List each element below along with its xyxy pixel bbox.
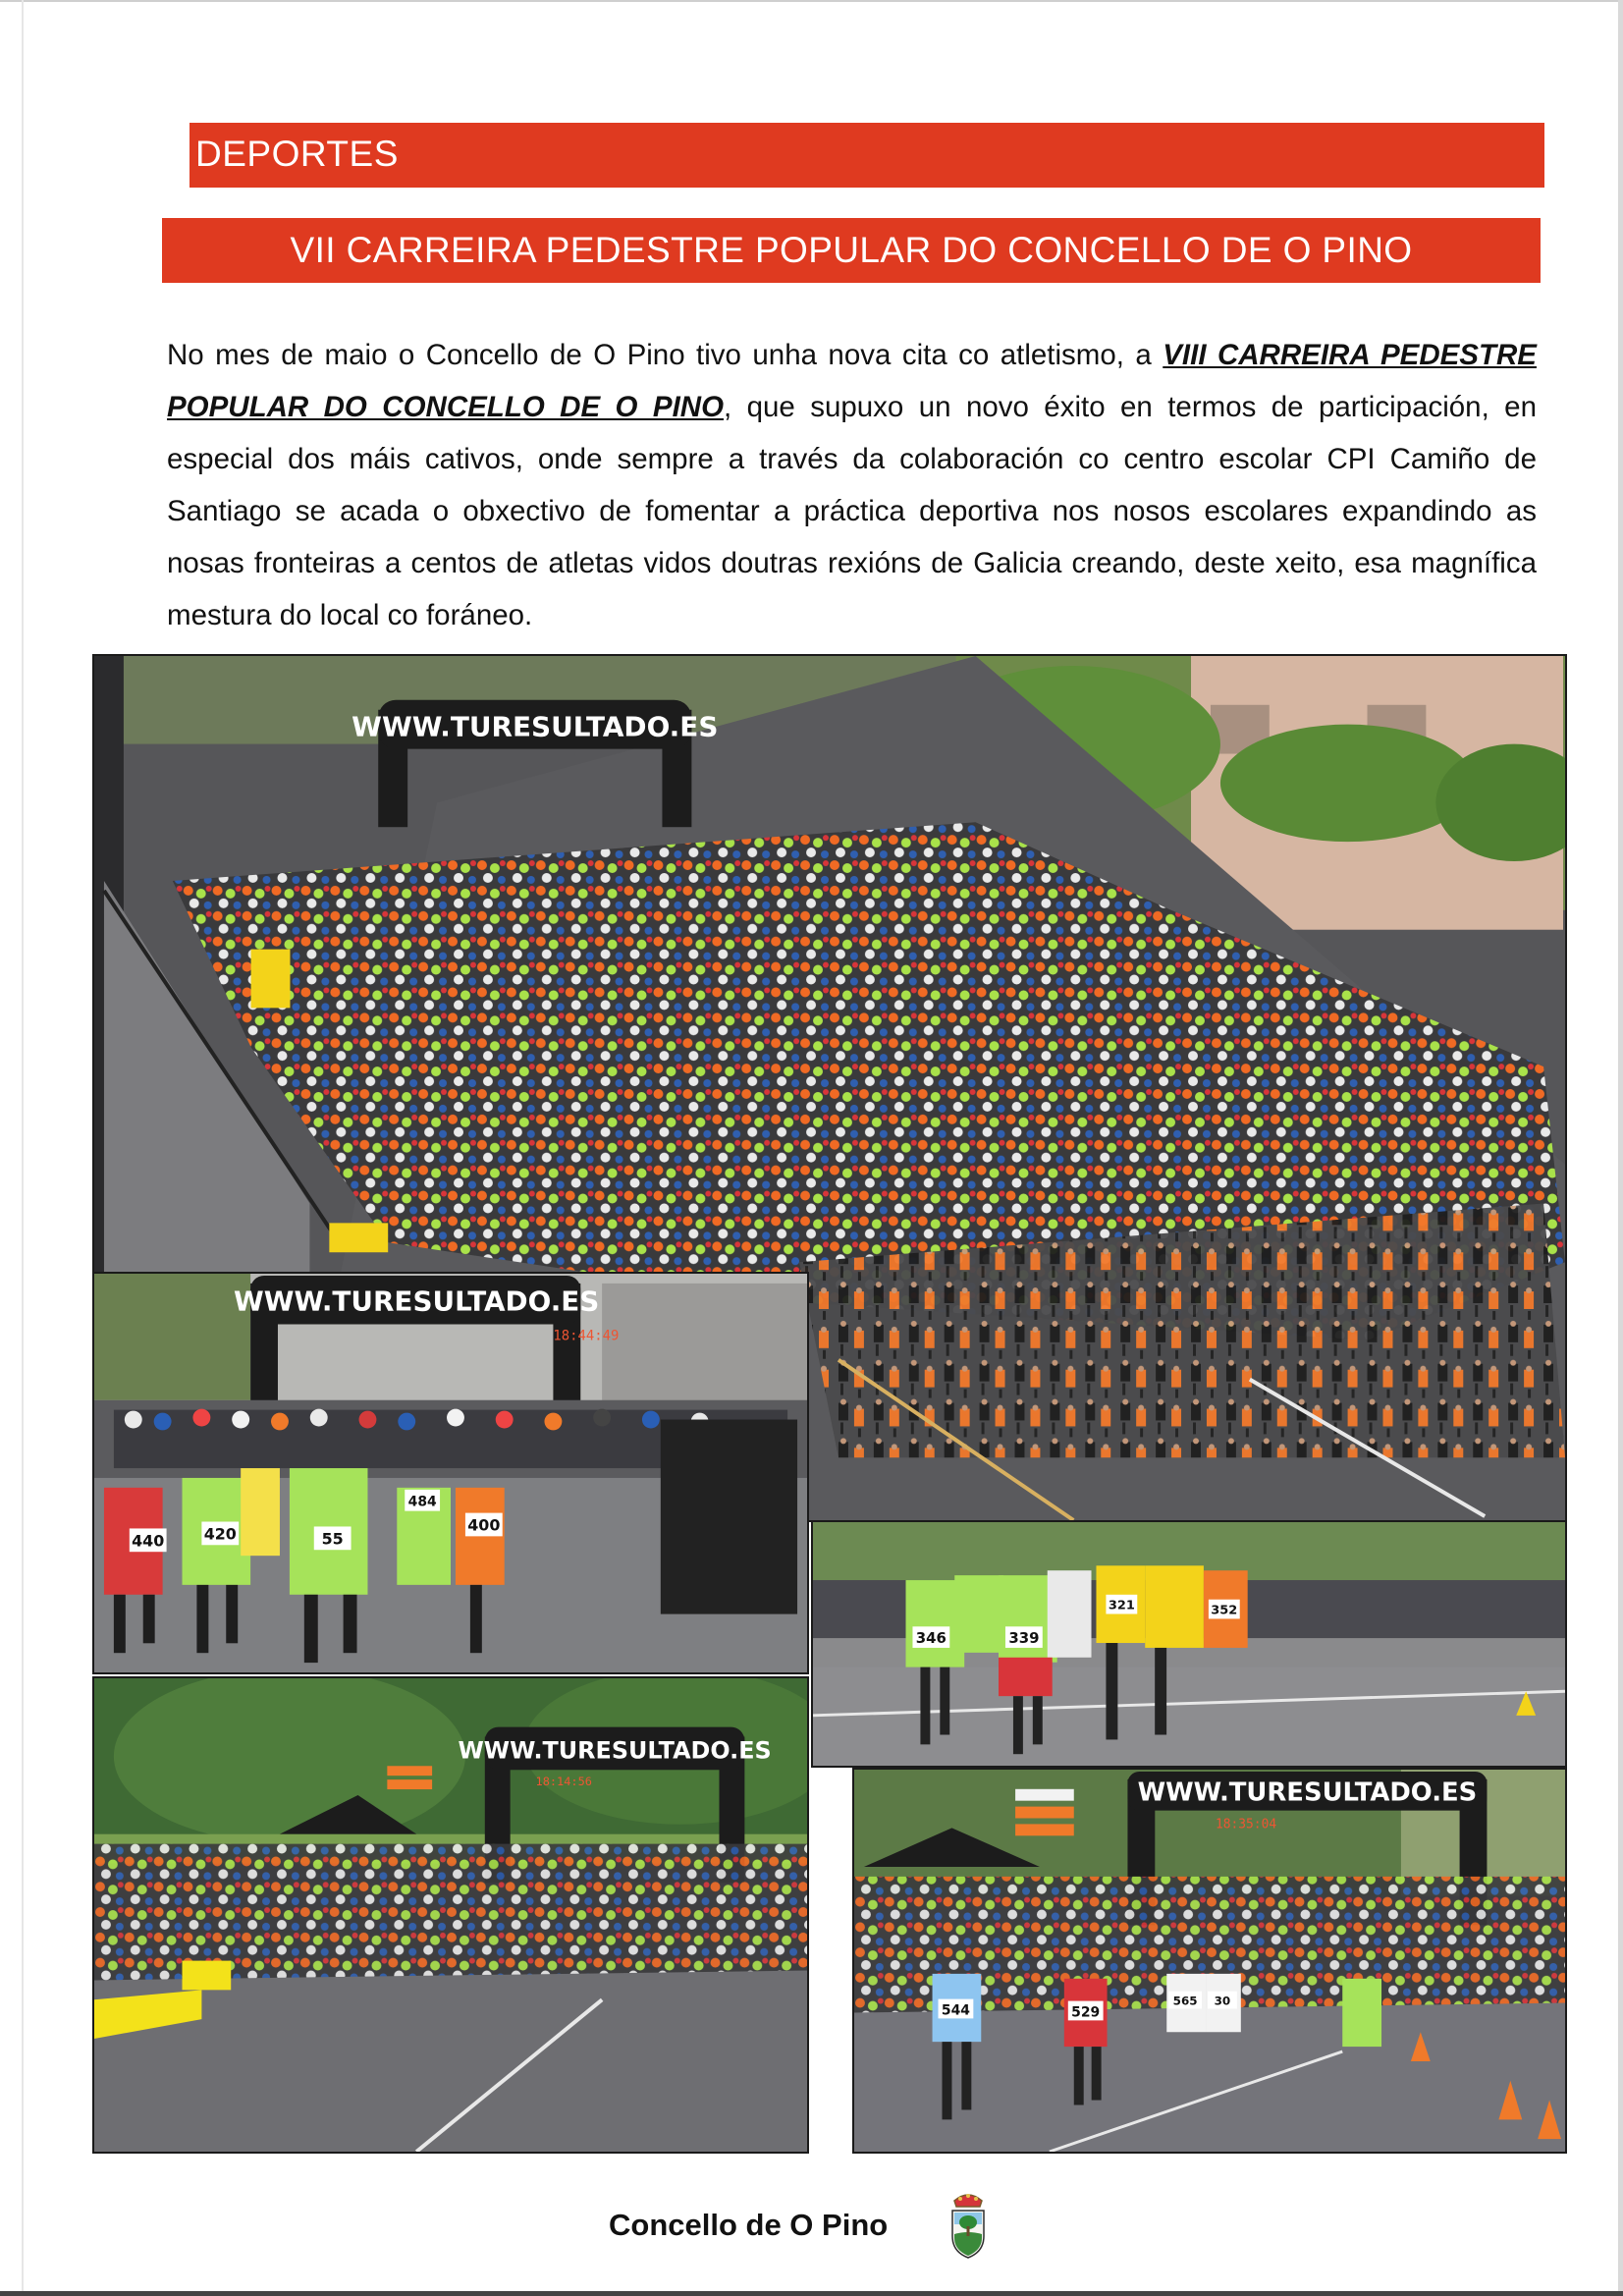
bib-400: 400 xyxy=(467,1515,501,1535)
photo-children-race-2 xyxy=(852,1768,1567,2154)
page-edge-top xyxy=(0,0,1623,2)
intro-paragraph xyxy=(167,329,1537,641)
bib-544: 544 xyxy=(941,2002,970,2019)
clock-display-2: 18:14:56 xyxy=(535,1775,592,1789)
intro-rest: , que supuxo un novo éxito en termos de participación, en especial dos máis cativos, onde sempre a través da colaboración co centro escolar CPI Camiño de Santiago se acada o obxectivo de fomentar a práctica deportiva nos nosos escolares expandindo as nosas fronteiras a centos de atletas vidos doutras rexións de Galicia creando, deste xeito, esa magnífica mestura do local co foráneo. xyxy=(167,391,1537,631)
article-title: VII CARREIRA PEDESTRE POPULAR DO CONCELLO DE O PINO xyxy=(162,218,1541,283)
photo-children-race-1 xyxy=(92,1676,809,2154)
page-edge-right xyxy=(1618,0,1623,2296)
bib-529: 529 xyxy=(1071,2004,1101,2021)
arch-banner-text-4: WWW.TURESULTADO.ES xyxy=(1137,1777,1478,1808)
page-fold-line xyxy=(22,0,24,2296)
bib-565: 565 xyxy=(1172,1994,1198,2008)
arch-banner-text-3: WWW.TURESULTADO.ES xyxy=(458,1736,772,1765)
bib-440: 440 xyxy=(132,1531,165,1551)
bib-352: 352 xyxy=(1211,1603,1238,1618)
bib-321: 321 xyxy=(1108,1598,1135,1613)
photo-kids-race xyxy=(92,1272,809,1674)
section-banner: DEPORTES xyxy=(189,123,1544,188)
footer-text: Concello de O Pino xyxy=(609,2208,889,2242)
photo-teens-race xyxy=(811,1520,1567,1768)
arch-banner-text-2: WWW.TURESULTADO.ES xyxy=(234,1285,600,1318)
arch-banner-text: WWW.TURESULTADO.ES xyxy=(352,710,719,743)
intro-lead: No mes de maio o Concello de O Pino tivo unha nova cita co atletismo, a xyxy=(167,339,1163,371)
bib-420: 420 xyxy=(203,1524,237,1544)
clock-display-1: 18:44:49 xyxy=(553,1328,620,1344)
bib-55: 55 xyxy=(321,1529,344,1549)
municipal-crest-icon xyxy=(947,2191,990,2260)
page-edge-bottom xyxy=(0,2291,1623,2296)
intro-emphasis: VIII CARREIRA PEDESTRE POPULAR DO CONCELLO DE O PINO xyxy=(167,339,1537,423)
page-footer xyxy=(609,2196,1021,2255)
bib-484: 484 xyxy=(407,1494,437,1510)
bib-339: 339 xyxy=(1008,1630,1040,1647)
bib-346: 346 xyxy=(915,1630,947,1647)
clock-display-3: 18:35:04 xyxy=(1215,1817,1277,1832)
bib-30: 30 xyxy=(1214,1994,1231,2008)
